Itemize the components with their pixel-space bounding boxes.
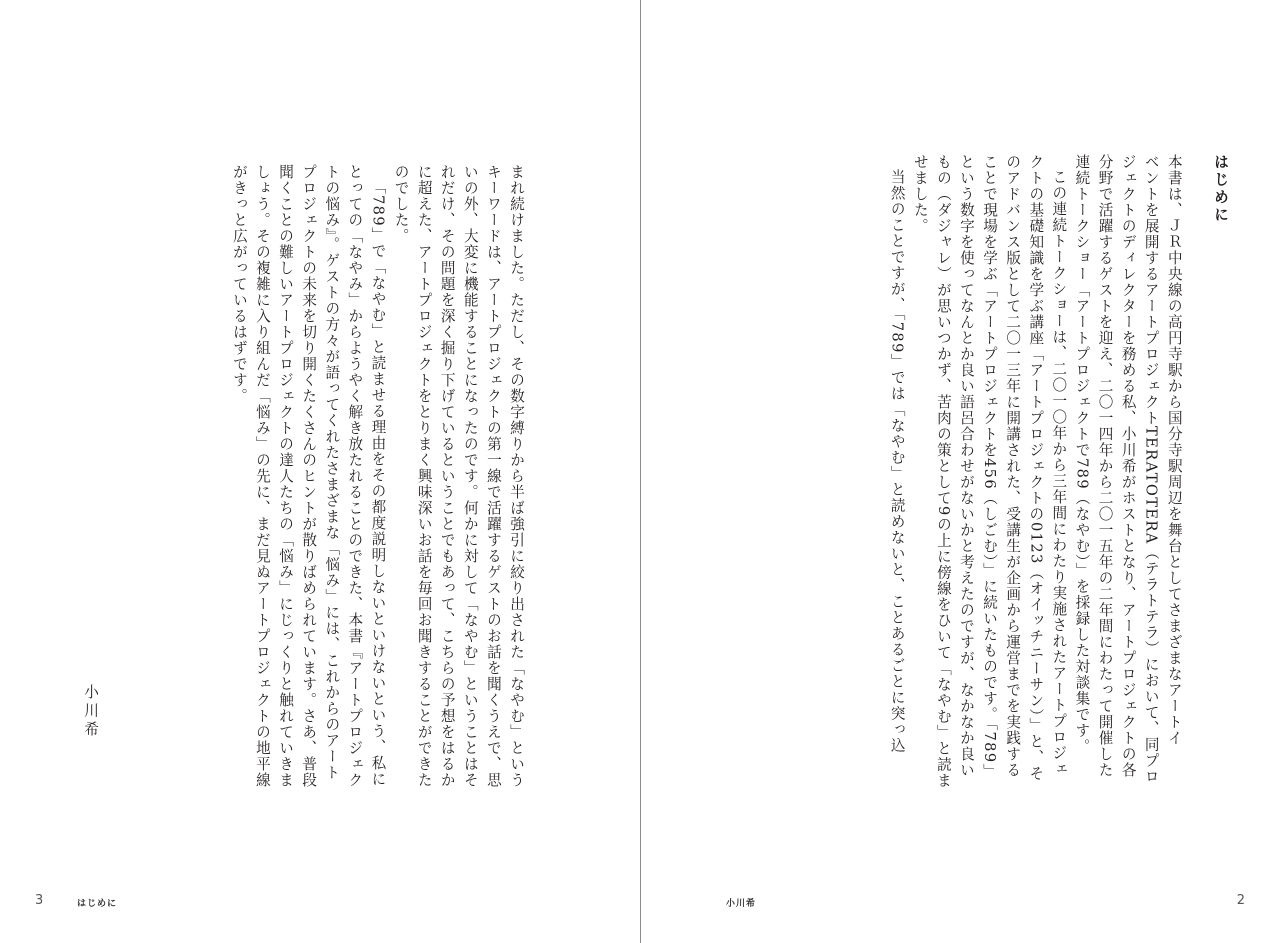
body-column: いの外、大変に機能することになったのです。何かに対して「なやむ」ということはそ — [461, 164, 479, 788]
body-column: という数字を使ってなんとか良い語呂合わせがないかと考えたのですが、なかなか良い — [957, 154, 975, 778]
page-heading: はじめに — [1212, 154, 1229, 225]
body-column: のでした。 — [392, 164, 410, 244]
body-column: 分野で活躍するゲストを迎え、二〇一四年から二〇一五年の二年間にわたって開催した — [1096, 154, 1114, 778]
page-number: 2 — [1236, 893, 1245, 908]
right-page-body — [886, 154, 1232, 789]
running-head: 小川希 — [726, 899, 757, 909]
body-column: ことで現場を学ぶ「アートプロジェクトを456（しごむ）」に続いたものです。「789」 — [981, 154, 999, 780]
body-column: トの悩み』。ゲストの方々が語ってくれたさまざまな「悩み」には、これからのアート — [323, 164, 341, 781]
body-column: クトの基礎知識を学ぶ講座「アートプロジェクトの0123（オイッチニーサン）」と、そ — [1027, 154, 1045, 782]
body-column: せました。 — [911, 154, 929, 234]
body-column: とっての「なやみ」からようやく解き放たれることのできた、本書『アートプロジェク — [346, 164, 364, 788]
body-column: がきっと広がっているはずです。 — [230, 164, 248, 404]
right-page — [641, 0, 1280, 943]
body-column: もの（ダジャレ）が思いつかず、苦肉の策として9の上に傍線をひいて「なやむ」と読ま — [934, 154, 952, 789]
spacer-column — [1186, 154, 1209, 754]
body-column: ベントを展開するアートプロジェクトTERATOTERA（テラトテラ）において、同プロ — [1142, 154, 1160, 785]
body-column: のアドバンス版として二〇一三年に開講された、受講生が企画から運営までを実践する — [1004, 154, 1022, 778]
body-column: まれ続けました。ただし、その数字縛りから半ば強引に絞り出された「なやむ」という — [508, 164, 525, 788]
author-signature: 小川希 — [82, 684, 99, 740]
running-head: はじめに — [77, 899, 118, 909]
body-column: に超えた、アートプロジェクトをとりまく興味深いお話を毎回お聞きすることができた — [415, 164, 433, 788]
body-column: 連続トークショー「アートプロジェクトで789（なやむ）」を採録した対談集です。 — [1073, 154, 1091, 755]
body-column: 「789」で「なやむ」と読ませる理由をその都度説明しないといけないという、私に — [369, 178, 387, 787]
body-column: ジェクトのディレクターを務める私、小川希がホストとなり、アートプロジェクトの各 — [1119, 154, 1137, 778]
body-column: れだけ、その問題を深く掘り下げているということでもあって、こちらの予想をはるか — [438, 164, 456, 788]
body-column: しょう。その複雑に入り組んだ「悩み」の先に、まだ見ぬアートプロジェクトの地平線 — [253, 164, 271, 788]
body-column: 本書は、ＪＲ中央線の高円寺駅から国分寺駅周辺を舞台としてさまざまなアートイ — [1165, 154, 1183, 746]
left-page-body — [228, 164, 528, 788]
body-column: キーワードは、アートプロジェクトの第一線で活躍するゲストのお話を聞くうえで、思 — [484, 164, 502, 788]
body-column: この連続トークショーは、二〇一〇年から三年間にわたり実施されたアートプロジェ — [1050, 168, 1068, 777]
body-column: プロジェクトの未来を切り開くたくさんのヒントが散りばめられています。さあ、普段 — [300, 164, 318, 788]
page-number: 3 — [35, 893, 44, 908]
body-column: 聞くことの難しいアートプロジェクトの達人たちの「悩み」にじっくりと触れていきま — [277, 164, 295, 788]
body-column: 当然のことですが、「789」では「なやむ」と読めないと、ことあるごとに突っ込 — [888, 168, 906, 754]
